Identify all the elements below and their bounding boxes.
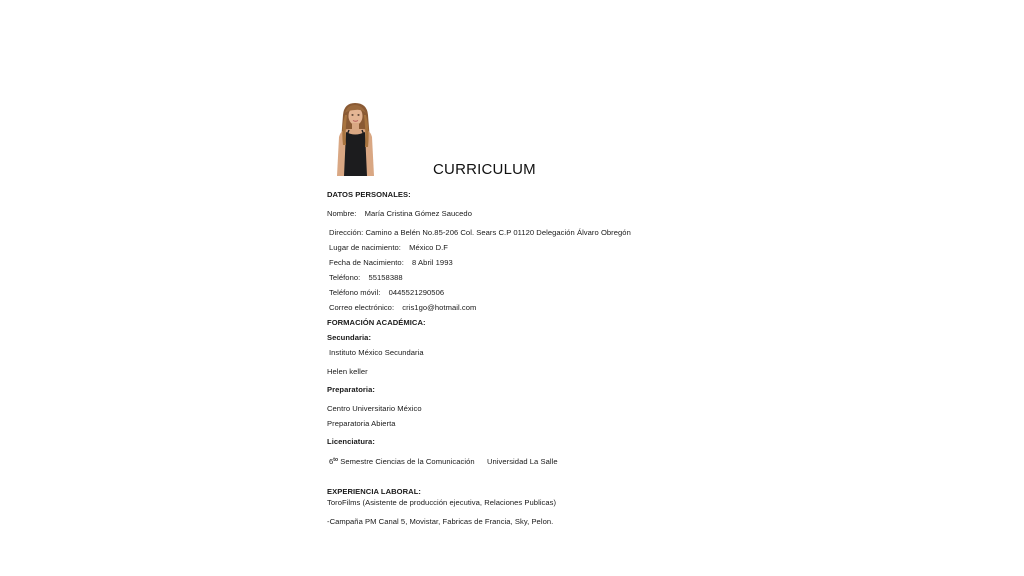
birthplace-value: México D.F [409, 243, 448, 252]
preparatoria-school-1: Centro Universitario México [327, 404, 422, 413]
licenciatura-label: Licenciatura: [327, 437, 375, 446]
experience-job: ToroFilms (Asistente de producción ejecutiva, Relaciones Publicas) [327, 498, 557, 507]
licenciatura-ordinal: to [333, 457, 339, 463]
birthplace-row [329, 243, 448, 253]
mobile-row [329, 288, 444, 298]
address-value: Camino a Belén No.85-206 Col. Sears C.P 01120 Delegación Álvaro Obregón [365, 228, 631, 237]
name-row [327, 209, 472, 219]
document-title: CURRICULUM [433, 161, 536, 178]
preparatoria-label: Preparatoria: [327, 385, 375, 394]
section-heading-personal: DATOS PERSONALES: [327, 190, 411, 199]
experience-campaigns: -Campaña PM Canal 5, Movistar, Fabricas de Francia, Sky, Pelon. [327, 517, 554, 526]
email-row [329, 303, 476, 313]
secundaria-school-1: Instituto México Secundaria [329, 348, 424, 357]
woman-portrait-photo [331, 101, 380, 176]
mobile-value: 0445521290506 [388, 288, 445, 297]
name-value: María Cristina Gómez Saucedo [364, 209, 472, 218]
phone-label: Teléfono: [329, 273, 361, 282]
email-value: cris1go@hotmail.com [402, 303, 477, 312]
secundaria-label: Secundaria: [327, 333, 372, 342]
licenciatura-school: Universidad La Salle [486, 457, 558, 466]
name-label: Nombre: [327, 209, 357, 218]
section-heading-education: FORMACIÓN ACADÉMICA: [327, 318, 426, 327]
phone-value: 55158388 [368, 273, 403, 282]
birthdate-value: 8 Abril 1993 [412, 258, 453, 267]
section-heading-experience: EXPERIENCIA LABORAL: [327, 487, 421, 496]
licenciatura-semester: 6 [329, 457, 334, 466]
secundaria-school-2: Helen keller [327, 367, 368, 376]
phone-row [329, 273, 403, 283]
licenciatura-row [329, 457, 558, 467]
birthdate-row [329, 258, 453, 268]
birthplace-label: Lugar de nacimiento: [329, 243, 401, 252]
address-row [329, 228, 631, 238]
email-label: Correo electrónico: [329, 303, 395, 312]
profile-photo [331, 101, 380, 176]
preparatoria-school-2: Preparatoria Abierta [327, 419, 396, 428]
birthdate-label: Fecha de Nacimiento: [329, 258, 404, 267]
mobile-label: Teléfono móvil: [329, 288, 381, 297]
licenciatura-degree: Semestre Ciencias de la Comunicación [340, 457, 475, 466]
address-label: Dirección: [329, 228, 364, 237]
